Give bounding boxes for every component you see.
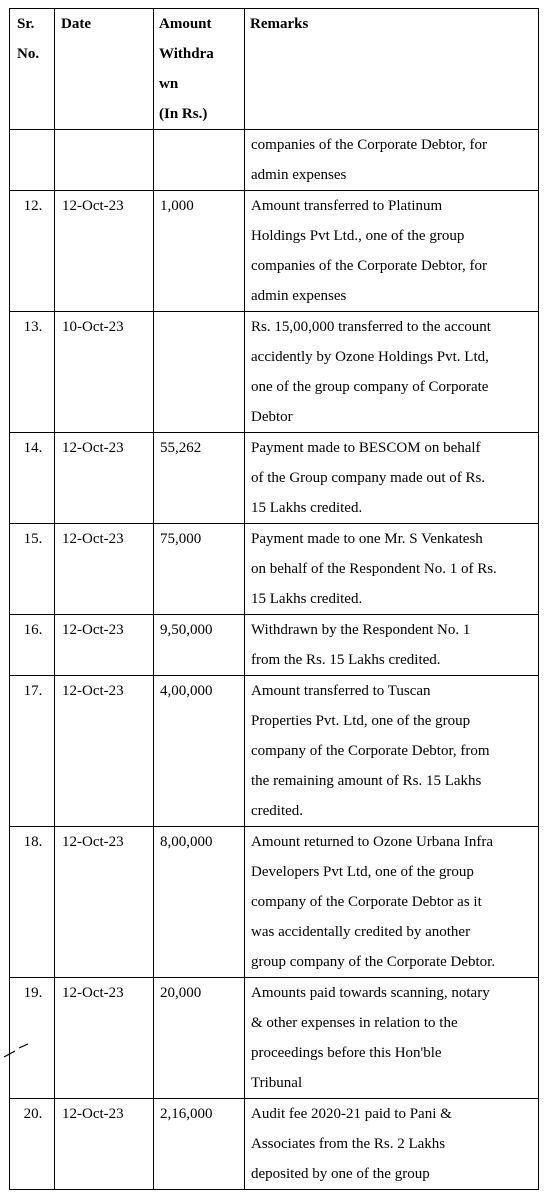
header-sr-line1: Sr. bbox=[17, 16, 35, 32]
sr-no-cell: 19. bbox=[10, 978, 55, 1099]
remarks-line: admin expenses bbox=[251, 167, 347, 183]
remarks-line: Amount transferred to Tuscan bbox=[251, 683, 431, 699]
header-sr-no bbox=[10, 9, 55, 130]
remarks-line: & other expenses in relation to the bbox=[251, 1015, 458, 1031]
remarks-line: 15 Lakhs credited. bbox=[251, 591, 363, 607]
remarks-line: from the Rs. 15 Lakhs credited. bbox=[251, 652, 441, 668]
remarks-line: was accidentally credited by another bbox=[251, 924, 471, 940]
remarks-line: companies of the Corporate Debtor, for bbox=[251, 137, 487, 153]
date-cell: 12-Oct-23 bbox=[55, 433, 154, 524]
table-row bbox=[10, 433, 539, 524]
sr-no-cell: 13. bbox=[10, 312, 55, 433]
date-cell: 10-Oct-23 bbox=[55, 312, 154, 433]
date-cell: 12-Oct-23 bbox=[55, 1099, 154, 1190]
header-date bbox=[55, 9, 154, 130]
date-cell: 12-Oct-23 bbox=[55, 191, 154, 312]
table-row bbox=[10, 978, 539, 1099]
remarks-cell bbox=[245, 676, 539, 827]
amount-cell: 9,50,000 bbox=[154, 615, 245, 676]
remarks-line: accidently by Ozone Holdings Pvt. Ltd, bbox=[251, 349, 489, 365]
remarks-cell bbox=[245, 1099, 539, 1190]
date-cell: 12-Oct-23 bbox=[55, 676, 154, 827]
remarks-line: company of the Corporate Debtor, from bbox=[251, 743, 490, 759]
header-amount-line1: Amount bbox=[159, 16, 212, 32]
remarks-line: Amount transferred to Platinum bbox=[251, 198, 443, 214]
remarks-cell bbox=[245, 524, 539, 615]
header-date-label: Date bbox=[61, 16, 91, 32]
sr-no-cell: 17. bbox=[10, 676, 55, 827]
table-row bbox=[10, 676, 539, 827]
table-row bbox=[10, 615, 539, 676]
table-row bbox=[10, 191, 539, 312]
sr-no-cell: 14. bbox=[10, 433, 55, 524]
header-amount-line2: Withdra bbox=[159, 46, 214, 62]
remarks-line: 15 Lakhs credited. bbox=[251, 500, 363, 516]
amount-cell: 4,00,000 bbox=[154, 676, 245, 827]
remarks-line: Holdings Pvt Ltd., one of the group bbox=[251, 228, 465, 244]
header-amount bbox=[154, 9, 245, 130]
amount-cell: 75,000 bbox=[154, 524, 245, 615]
stray-pen-mark bbox=[3, 1043, 29, 1059]
remarks-line: Amounts paid towards scanning, notary bbox=[251, 985, 490, 1001]
sr-no-cell: 12. bbox=[10, 191, 55, 312]
header-amount-line3: wn bbox=[159, 76, 179, 92]
table-row bbox=[10, 524, 539, 615]
remarks-line: one of the group company of Corporate bbox=[251, 379, 489, 395]
header-row bbox=[10, 9, 539, 130]
remarks-line: admin expenses bbox=[251, 288, 347, 304]
date-cell: 12-Oct-23 bbox=[55, 978, 154, 1099]
remarks-line: Tribunal bbox=[251, 1075, 303, 1091]
sr-no-cell bbox=[10, 130, 55, 191]
remarks-line: on behalf of the Respondent No. 1 of Rs. bbox=[251, 561, 497, 577]
remarks-line: Payment made to BESCOM on behalf bbox=[251, 440, 481, 456]
remarks-line: Withdrawn by the Respondent No. 1 bbox=[251, 622, 471, 638]
remarks-line: companies of the Corporate Debtor, for bbox=[251, 258, 487, 274]
sr-no-cell: 16. bbox=[10, 615, 55, 676]
remarks-cell bbox=[245, 130, 539, 191]
header-remarks-label: Remarks bbox=[250, 16, 309, 32]
remarks-cell bbox=[245, 978, 539, 1099]
amount-cell bbox=[154, 130, 245, 191]
header-amount-line4: (In Rs.) bbox=[159, 106, 208, 122]
table-row bbox=[10, 827, 539, 978]
remarks-line: Associates from the Rs. 2 Lakhs bbox=[251, 1136, 446, 1152]
remarks-line: group company of the Corporate Debtor. bbox=[251, 954, 496, 970]
amount-cell: 8,00,000 bbox=[154, 827, 245, 978]
remarks-line: deposited by one of the group bbox=[251, 1166, 430, 1182]
remarks-line: Amount returned to Ozone Urbana Infra bbox=[251, 834, 493, 850]
remarks-line: Payment made to one Mr. S Venkatesh bbox=[251, 531, 483, 547]
table-row bbox=[10, 130, 539, 191]
remarks-line: credited. bbox=[251, 803, 304, 819]
amount-cell bbox=[154, 312, 245, 433]
table-row bbox=[10, 312, 539, 433]
amount-cell: 55,262 bbox=[154, 433, 245, 524]
header-remarks bbox=[245, 9, 539, 130]
date-cell: 12-Oct-23 bbox=[55, 827, 154, 978]
amount-cell: 2,16,000 bbox=[154, 1099, 245, 1190]
remarks-line: Debtor bbox=[251, 409, 293, 425]
sr-no-cell: 20. bbox=[10, 1099, 55, 1190]
remarks-line: Properties Pvt. Ltd, one of the group bbox=[251, 713, 471, 729]
remarks-cell bbox=[245, 827, 539, 978]
remarks-line: Audit fee 2020-21 paid to Pani & bbox=[251, 1106, 452, 1122]
remarks-line: Developers Pvt Ltd, one of the group bbox=[251, 864, 474, 880]
remarks-line: of the Group company made out of Rs. bbox=[251, 470, 486, 486]
withdrawals-table bbox=[9, 8, 539, 1190]
remarks-line: Rs. 15,00,000 transferred to the account bbox=[251, 319, 491, 335]
amount-cell: 20,000 bbox=[154, 978, 245, 1099]
date-cell: 12-Oct-23 bbox=[55, 524, 154, 615]
header-sr-line2: No. bbox=[17, 46, 40, 62]
remarks-cell bbox=[245, 615, 539, 676]
sr-no-cell: 15. bbox=[10, 524, 55, 615]
remarks-cell bbox=[245, 191, 539, 312]
remarks-cell bbox=[245, 312, 539, 433]
remarks-line: company of the Corporate Debtor as it bbox=[251, 894, 482, 910]
remarks-line: proceedings before this Hon'ble bbox=[251, 1045, 442, 1061]
table-row bbox=[10, 1099, 539, 1190]
sr-no-cell: 18. bbox=[10, 827, 55, 978]
date-cell bbox=[55, 130, 154, 191]
remarks-cell bbox=[245, 433, 539, 524]
date-cell: 12-Oct-23 bbox=[55, 615, 154, 676]
remarks-line: the remaining amount of Rs. 15 Lakhs bbox=[251, 773, 482, 789]
amount-cell: 1,000 bbox=[154, 191, 245, 312]
